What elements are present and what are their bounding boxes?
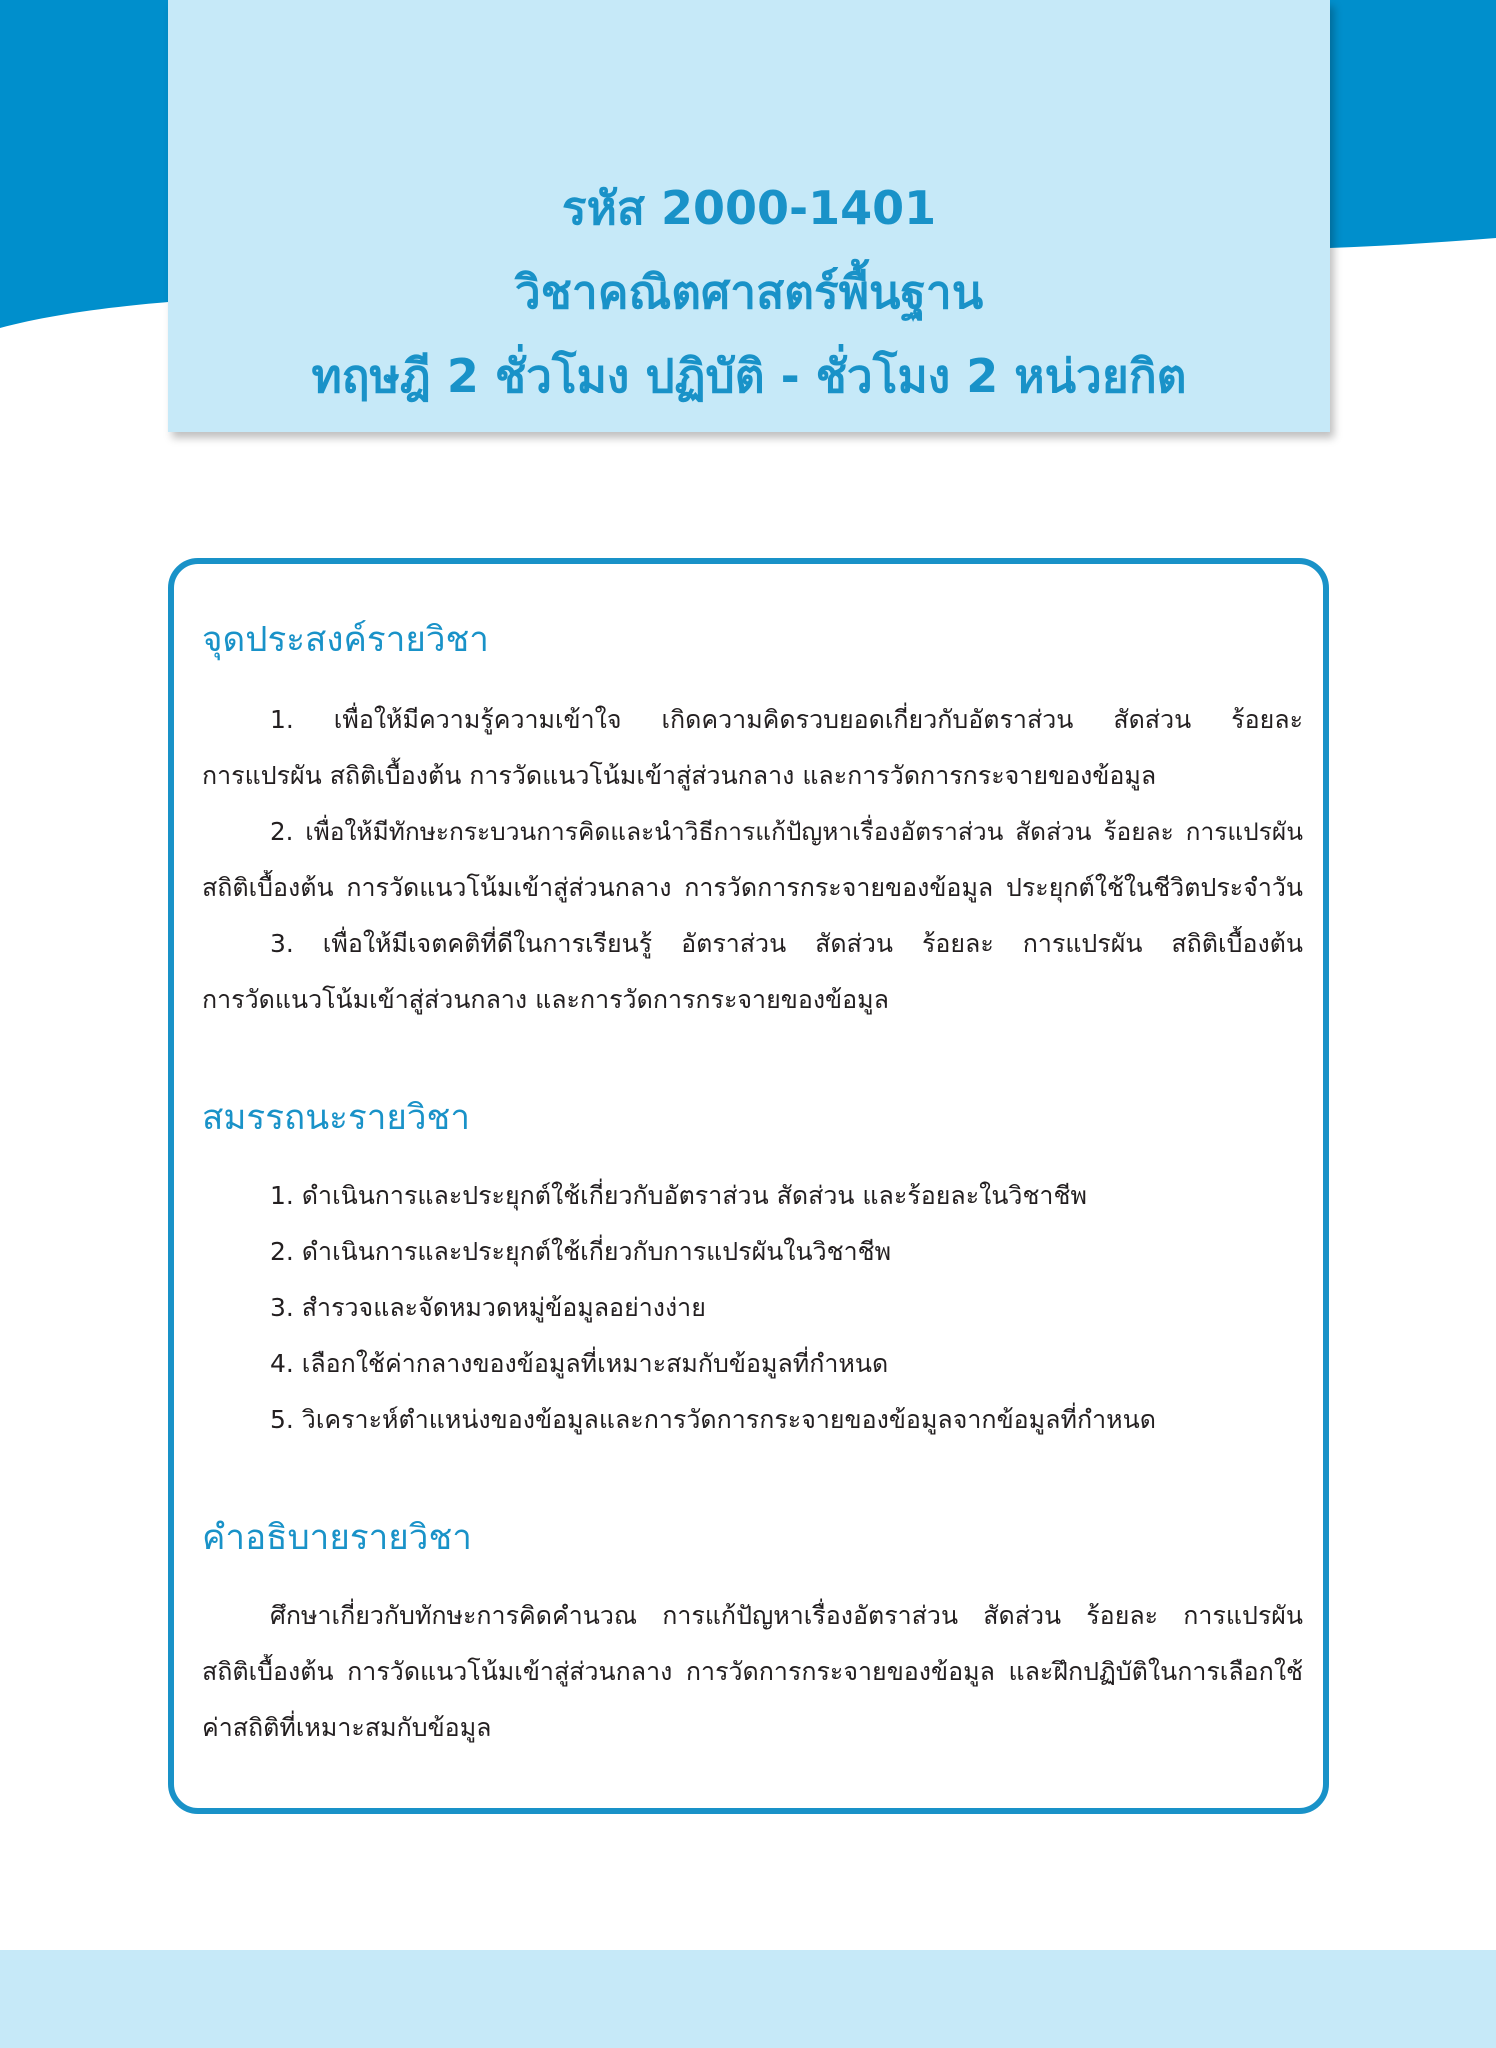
objective-line: 3. เพื่อให้มีเจตคติที่ดีในการเรียนรู้ อัตราส่วน สัดส่วน ร้อยละ การแปรผัน สถิติเบื้องต้น <box>270 929 1303 958</box>
objectives-heading: จุดประสงค์รายวิชา <box>202 620 489 660</box>
course-title: วิชาคณิตศาสตร์พื้นฐาน <box>514 265 984 319</box>
competency-item: 4. เลือกใช้ค่ากลางของข้อมูลที่เหมาะสมกับข้อมูลที่กำหนด <box>270 1349 889 1378</box>
competencies-heading: สมรรถนะรายวิชา <box>202 1098 470 1138</box>
description-heading: คำอธิบายรายวิชา <box>202 1518 472 1558</box>
objective-line: การแปรผัน สถิติเบื้องต้น การวัดแนวโน้มเข้าสู่ส่วนกลาง และการวัดการกระจายของข้อมูล <box>202 761 1157 790</box>
objective-line: สถิติเบื้องต้น การวัดแนวโน้มเข้าสู่ส่วนกลาง การวัดการกระจายของข้อมูล ประยุกต์ใช้ในชีวิตประจำวัน <box>202 873 1303 902</box>
objective-line: การวัดแนวโน้มเข้าสู่ส่วนกลาง และการวัดการกระจายของข้อมูล <box>202 985 889 1014</box>
course-header-card <box>168 0 1330 432</box>
objective-line: 1. เพื่อให้มีความรู้ความเข้าใจ เกิดความคิดรวบยอดเกี่ยวกับอัตราส่วน สัดส่วน ร้อยละ <box>270 705 1303 734</box>
competency-item: 3. สำรวจและจัดหมวดหมู่ข้อมูลอย่างง่าย <box>270 1293 706 1322</box>
footer-band <box>0 1950 1496 2048</box>
course-code: รหัส 2000-1401 <box>561 181 937 235</box>
description-line: ศึกษาเกี่ยวกับทักษะการคิดคำนวณ การแก้ปัญหาเรื่องอัตราส่วน สัดส่วน ร้อยละ การแปรผัน <box>270 1601 1303 1630</box>
competency-item: 1. ดำเนินการและประยุกต์ใช้เกี่ยวกับอัตราส่วน สัดส่วน และร้อยละในวิชาชีพ <box>270 1181 1087 1210</box>
course-hours: ทฤษฎี 2 ชั่วโมง ปฏิบัติ - ชั่วโมง 2 หน่วยกิต <box>311 349 1187 403</box>
objective-line: 2. เพื่อให้มีทักษะกระบวนการคิดและนำวิธีการแก้ปัญหาเรื่องอัตราส่วน สัดส่วน ร้อยละ การแปรผัน <box>270 817 1303 846</box>
competency-item: 2. ดำเนินการและประยุกต์ใช้เกี่ยวกับการแปรผันในวิชาชีพ <box>270 1237 892 1266</box>
course-details-box <box>168 558 1329 1814</box>
description-line: สถิติเบื้องต้น การวัดแนวโน้มเข้าสู่ส่วนกลาง การวัดการกระจายของข้อมูล และฝึกปฏิบัติในการเลือกใช้ <box>202 1657 1303 1686</box>
competency-item: 5. วิเคราะห์ตำแหน่งของข้อมูลและการวัดการกระจายของข้อมูลจากข้อมูลที่กำหนด <box>270 1405 1156 1434</box>
description-line: ค่าสถิติที่เหมาะสมกับข้อมูล <box>202 1713 492 1742</box>
